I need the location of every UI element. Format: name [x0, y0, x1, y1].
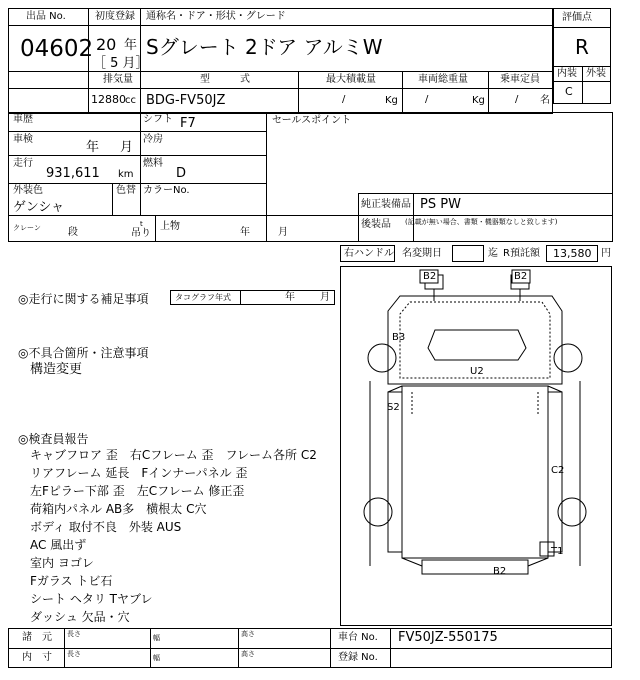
- model-name: Sグレート 2ドア アルミW: [146, 35, 383, 59]
- model-code-label: 型 式: [200, 74, 250, 85]
- footer-length-label-2: 長さ: [67, 650, 81, 658]
- inspection-year-unit: 年: [86, 140, 100, 155]
- inspector-line: 室内 ヨゴレ: [30, 556, 94, 570]
- footer-specs-label: 諸 元: [22, 632, 52, 643]
- capacity-unit: 名: [540, 95, 550, 106]
- mileage-label: 走行: [13, 158, 33, 169]
- grade-label: 評価点: [562, 12, 592, 23]
- diagram-s2: S2: [387, 402, 400, 413]
- tachograph-month-unit: 月: [320, 292, 330, 303]
- registration-label: 登録 No.: [338, 652, 378, 663]
- color-no-label: 色替: [116, 185, 136, 196]
- capacity: /: [515, 94, 519, 105]
- lot-label: 出品 No.: [26, 11, 66, 22]
- crane-label: クレーン: [13, 224, 41, 232]
- defect-line: 構造変更: [30, 362, 83, 377]
- max-load-unit: Kg: [385, 95, 398, 106]
- interior-grade-label: 内装: [557, 68, 577, 79]
- displacement-unit: cc: [125, 95, 136, 106]
- reg-year: 20: [96, 35, 117, 54]
- crane-ton-unit: t: [140, 220, 143, 228]
- capacity-label: 乗車定員: [500, 74, 540, 85]
- fuel-label: 燃料: [143, 158, 163, 169]
- first-reg-label: 初度登録: [95, 11, 135, 22]
- diagram-b2-right: B2: [514, 271, 528, 282]
- body-label: 上物: [160, 221, 180, 232]
- tachograph-label: タコグラフ年式: [175, 293, 231, 302]
- model-code: BDG-FV50JZ: [146, 93, 226, 108]
- chassis-label: 車台 No.: [338, 632, 378, 643]
- inspector-line: リアフレーム 延長 Fインナーパネル 歪: [30, 466, 248, 480]
- color-code-label: カラーNo.: [143, 185, 190, 196]
- mileage-unit: km: [118, 169, 134, 180]
- diagram-b3: B3: [392, 332, 406, 343]
- interior-grade: C: [565, 85, 573, 98]
- defects-label: ◎不具合箇所・注意事項: [18, 346, 149, 360]
- rhd-label: 右ハンドル: [344, 248, 394, 259]
- tachograph-year-unit: 年: [285, 292, 295, 303]
- r-fee-label: R預託額: [503, 248, 540, 259]
- exterior-color-label: 外装色: [13, 185, 43, 196]
- name-change-box: [452, 245, 484, 262]
- sales-point-label: セールスポイント: [272, 115, 352, 126]
- footer-length-label: 長さ: [67, 630, 81, 638]
- diagram-c2: C2: [551, 465, 565, 476]
- footer-height-label-2: 高さ: [241, 650, 255, 658]
- fuel-value: D: [176, 166, 187, 181]
- inspector-line: ボディ 取付不良 外装 AUS: [30, 520, 182, 534]
- inspector-line: Fガラス トビ石: [30, 574, 113, 588]
- chassis-number: FV50JZ-550175: [398, 630, 498, 645]
- mileage-value: 931,611: [46, 166, 100, 181]
- diagram-b2-left: B2: [423, 271, 437, 282]
- max-load: /: [342, 94, 346, 105]
- exterior-grade-label: 外装: [586, 68, 606, 79]
- inspector-line: AC 風出ず: [30, 538, 87, 552]
- gross-weight-unit: Kg: [472, 95, 485, 106]
- footer-width-label-2: 幅: [153, 654, 160, 662]
- gross-weight-label: 車両総重量: [418, 74, 468, 85]
- shift-label: シフト: [143, 114, 173, 125]
- footer-height-label: 高さ: [241, 630, 255, 638]
- truck-diagram: [340, 266, 612, 626]
- shift-value: F7: [180, 116, 196, 131]
- aftermarket-label: 後装品: [361, 219, 391, 230]
- genuine-equipment-label: 純正装備品: [361, 199, 411, 210]
- ac-label: 冷房: [143, 134, 163, 145]
- inspector-line: キャブフロア 歪 右Cフレーム 歪 フレーム各所 C2: [30, 448, 317, 462]
- inspection-month-unit: 月: [120, 140, 134, 155]
- driving-notes-label: ◎走行に関する補足事項: [18, 292, 149, 306]
- displacement-label: 排気量: [103, 74, 133, 85]
- inspection-label: 車検: [13, 134, 33, 145]
- lot-number: 04602: [20, 36, 94, 62]
- model-name-label: 通称名・ドア・形状・グレード: [146, 11, 286, 22]
- inspector-label: ◎検査員報告: [18, 432, 89, 446]
- crane-stage-unit: 段: [68, 227, 78, 238]
- body-month-unit: 月: [278, 227, 288, 238]
- body-year-unit: 年: [240, 227, 250, 238]
- diagram-t1: T1: [551, 546, 564, 557]
- crane-hang-unit: 吊り: [131, 228, 151, 239]
- inspector-line: シート ヘタリ Tヤブレ: [30, 592, 153, 606]
- r-fee-unit: 円: [601, 248, 611, 259]
- max-load-label: 最大積載量: [326, 74, 376, 85]
- exterior-color: ゲンシャ: [13, 200, 65, 215]
- inspector-line: 荷箱内パネル AB多 横根太 C穴: [30, 502, 207, 516]
- footer-width-label: 幅: [153, 634, 160, 642]
- name-change-label: 名変期日: [402, 248, 442, 259]
- inspector-line: ダッシュ 欠品・穴: [30, 610, 130, 624]
- genuine-equipment: PS PW: [420, 197, 461, 212]
- reg-year-unit: 年: [124, 38, 138, 53]
- footer-interior-label: 内 寸: [22, 652, 52, 663]
- diagram-b2-bottom: B2: [493, 566, 507, 577]
- reg-month: ［ 5 月］: [93, 56, 149, 71]
- diagram-u2: U2: [470, 366, 484, 377]
- aftermarket-note: (記載が無い場合、書類・機器類なしと致します): [405, 218, 558, 226]
- deadline-label: 迄: [488, 248, 498, 259]
- displacement: 12880: [91, 93, 126, 106]
- grade-value: R: [575, 35, 589, 59]
- history-label: 車歴: [13, 114, 33, 125]
- inspector-line: 左Fピラー下部 歪 左Cフレーム 修正歪: [30, 484, 245, 498]
- r-fee-value: 13,580: [553, 247, 592, 260]
- gross-weight: /: [425, 94, 429, 105]
